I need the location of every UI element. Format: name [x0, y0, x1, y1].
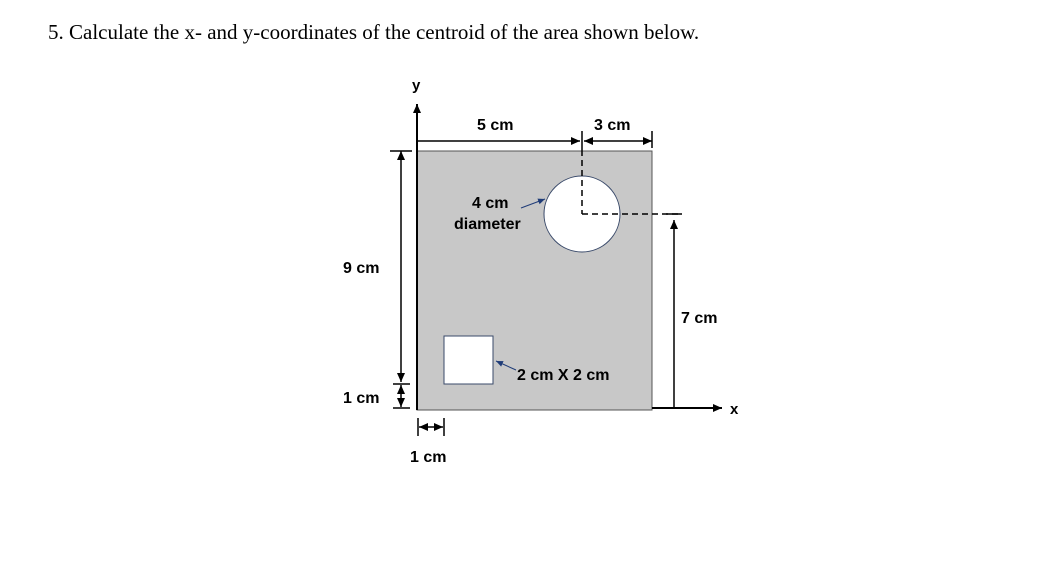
- y-axis-label: y: [412, 77, 421, 94]
- dim-3cm-label: 3 cm: [594, 117, 631, 134]
- dim-7cm-label: 7 cm: [681, 310, 718, 327]
- circle-label-line2: diameter: [454, 216, 521, 233]
- dim-1cm-vertical-label: 1 cm: [343, 390, 380, 407]
- dim-9cm-label: 9 cm: [343, 260, 380, 277]
- square-hole: [444, 336, 493, 384]
- x-axis-label: x: [730, 401, 739, 418]
- dim-1cm-horizontal-label: 1 cm: [410, 449, 447, 466]
- question-text: 5. Calculate the x- and y-coordinates of the centroid of the area shown below.: [48, 20, 700, 44]
- circle-label-line1: 4 cm: [472, 195, 509, 212]
- dim-5cm-label: 5 cm: [477, 117, 514, 134]
- square-label: 2 cm X 2 cm: [517, 367, 610, 384]
